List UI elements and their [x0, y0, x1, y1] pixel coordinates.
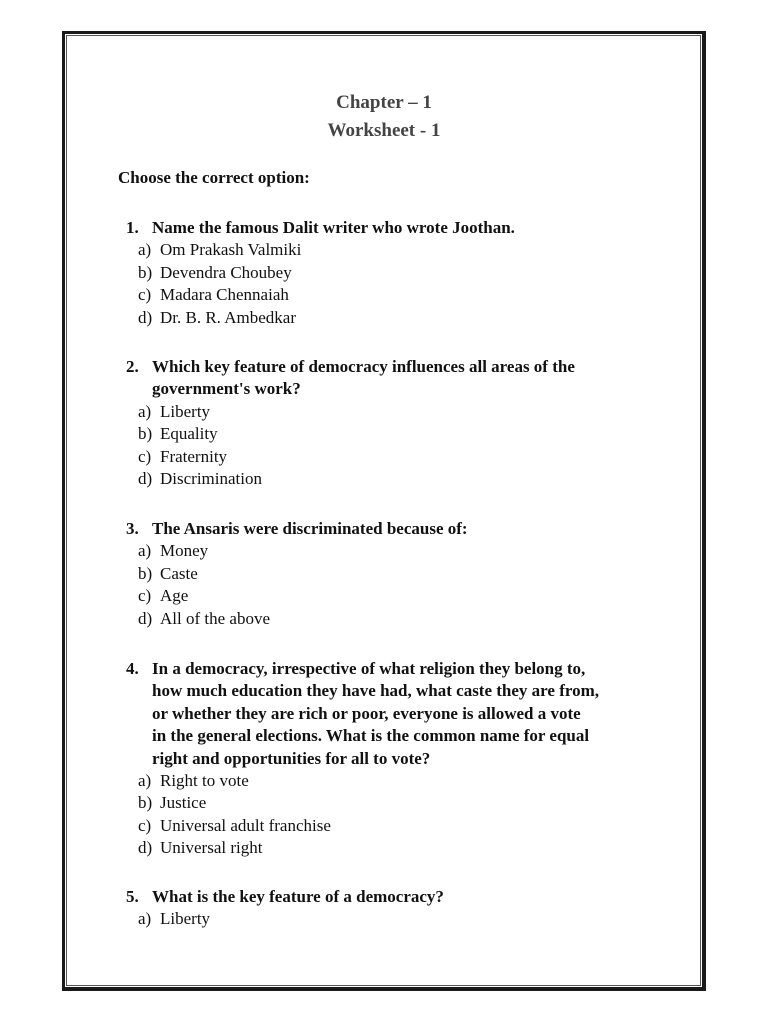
option-letter: b)	[138, 262, 153, 282]
option-letter: b)	[138, 424, 153, 444]
option-c	[126, 585, 646, 607]
question-line: What is the key feature of a democracy?	[152, 887, 444, 906]
question-text-continued: in the general elections. What is the common name for equal	[152, 726, 590, 746]
question-line: In a democracy, irrespective of what religion they belong to,	[152, 659, 586, 678]
option-letter: a)	[138, 771, 152, 791]
option-letter: d)	[138, 608, 153, 628]
option-letter: a)	[138, 401, 152, 421]
option-a	[126, 770, 646, 792]
option-letter: c)	[138, 815, 152, 835]
question-line: Which key feature of democracy influences all areas of the	[152, 357, 575, 376]
option-text: Money	[160, 541, 209, 561]
option-c	[126, 446, 646, 468]
option-text: Right to vote	[160, 771, 249, 791]
option-letter: c)	[138, 586, 152, 606]
option-letter: a)	[138, 541, 152, 561]
option-d	[126, 837, 646, 859]
option-d	[126, 468, 646, 490]
option-text: Dr. B. R. Ambedkar	[160, 307, 296, 327]
option-letter: a)	[138, 240, 152, 260]
option-text: Om Prakash Valmiki	[160, 240, 302, 260]
option-text: Caste	[160, 563, 198, 583]
option-text: Age	[160, 586, 189, 606]
option-text: Devendra Choubey	[160, 262, 292, 282]
option-text: Liberty	[160, 909, 211, 929]
option-text: Universal adult franchise	[160, 815, 331, 835]
question-number: 4.	[126, 659, 139, 678]
option-a	[126, 239, 646, 261]
question-number: 2.	[126, 357, 139, 376]
option-letter: b)	[138, 563, 153, 583]
option-text: All of the above	[160, 608, 270, 628]
option-text: Liberty	[160, 401, 211, 421]
option-letter: a)	[138, 909, 152, 929]
option-text: Madara Chennaiah	[160, 285, 289, 305]
option-b	[126, 792, 646, 814]
question-1	[126, 217, 646, 329]
question-text-continued: or whether they are rich or poor, everyone is allowed a vote	[152, 703, 581, 723]
question-text	[126, 217, 646, 239]
option-c	[126, 815, 646, 837]
question-text	[126, 886, 646, 908]
chapter-title: Chapter – 1	[336, 92, 432, 113]
worksheet-title: Worksheet - 1	[327, 120, 441, 141]
question-text-continued: right and opportunities for all to vote?	[152, 748, 431, 768]
option-letter: c)	[138, 446, 152, 466]
option-letter: d)	[138, 469, 153, 489]
question-line: Name the famous Dalit writer who wrote Joothan.	[152, 218, 515, 237]
question-line: The Ansaris were discriminated because of:	[152, 519, 468, 538]
option-a	[126, 540, 646, 562]
question-4	[126, 658, 646, 860]
option-b	[126, 423, 646, 445]
option-letter: c)	[138, 285, 152, 305]
question-text-continued: government's work?	[152, 379, 301, 399]
instruction-text: Choose the correct option:	[118, 168, 310, 187]
option-letter: b)	[138, 793, 153, 813]
option-d	[126, 608, 646, 630]
question-text	[126, 658, 646, 680]
option-text: Universal right	[160, 838, 263, 858]
option-text: Equality	[160, 424, 218, 444]
question-5	[126, 886, 646, 931]
option-a	[126, 908, 646, 930]
question-number: 1.	[126, 218, 139, 237]
option-b	[126, 262, 646, 284]
option-d	[126, 307, 646, 329]
question-text	[126, 518, 646, 540]
option-text: Discrimination	[160, 469, 262, 489]
option-c	[126, 284, 646, 306]
option-letter: d)	[138, 307, 153, 327]
question-text	[126, 356, 646, 378]
option-a	[126, 401, 646, 423]
question-text-continued: how much education they have had, what caste they are from,	[152, 681, 600, 701]
question-3	[126, 518, 646, 630]
option-b	[126, 563, 646, 585]
question-2	[126, 356, 646, 490]
question-number: 3.	[126, 519, 139, 538]
option-text: Justice	[160, 793, 207, 813]
option-text: Fraternity	[160, 446, 228, 466]
question-number: 5.	[126, 887, 139, 906]
option-letter: d)	[138, 838, 153, 858]
